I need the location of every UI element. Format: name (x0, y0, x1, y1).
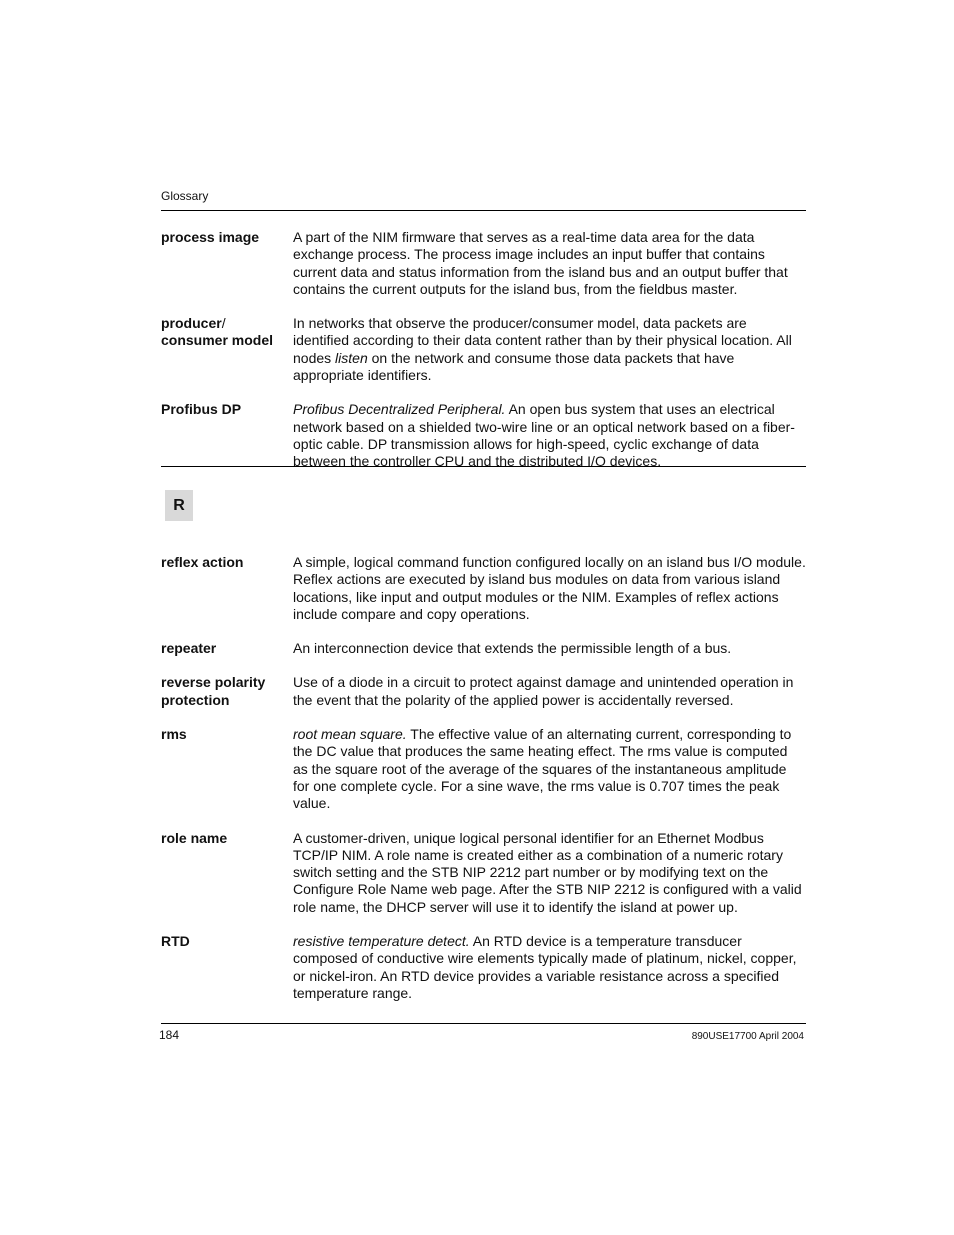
definition-expansion: Profibus Decentralized Peripheral. (293, 401, 506, 418)
entry-definition: A part of the NIM firmware that serves as a real-time data area for the data exchange process. The process image includes an input buffer that contains current data and status information from the island bus and an output buffer that contains the current outputs for the island bus, from the fieldbus master. (293, 229, 788, 297)
definition-emphasis: listen (335, 349, 368, 366)
entry-term (161, 674, 293, 709)
definition-text: An RTD device is a temperature transducer composed of conductive wire elements typically made of platinum, nickel, copper, or nickel-iron. An RTD device provides a variable resistance across a specified temperature range. (293, 933, 797, 1001)
entry-definition (293, 315, 806, 384)
page-number: 184 (159, 1028, 180, 1042)
document-id: 890USE17700 April 2004 (691, 1031, 804, 1042)
definition-text: on the network and consume those data packets that have appropriate identifiers. (293, 349, 735, 384)
section-letter-heading: R (165, 490, 193, 521)
term-line: protection (161, 691, 230, 708)
entry-definition (293, 726, 806, 812)
glossary-section-r (161, 554, 806, 1019)
term-line: consumer model (161, 332, 274, 349)
glossary-entry (161, 674, 806, 709)
glossary-entry (161, 229, 806, 298)
glossary-section-p (161, 229, 806, 488)
entry-definition: A simple, logical command function configured locally on an island bus I/O module. Reflex actions are executed by island bus modules on data from various island locations, like input and output modules or the NIM. Examples of reflex actions include compare and copy operations. (293, 554, 806, 622)
definition-text: In networks that observe the producer/consumer model, data packets are identified according to their data content rather than by their physical location. All nodes (293, 315, 792, 366)
glossary-entry (161, 554, 806, 623)
entry-term: Profibus DP (161, 401, 242, 418)
glossary-entry (161, 933, 806, 1002)
entry-term: process image (161, 229, 260, 245)
header-rule (161, 210, 806, 211)
entry-definition: An interconnection device that extends the permissible length of a bus. (293, 640, 732, 657)
term-slash: / (221, 315, 226, 332)
entry-term: role name (161, 829, 228, 846)
footer-rule (161, 1023, 806, 1024)
glossary-entry (161, 726, 806, 812)
glossary-entry (161, 401, 806, 470)
definition-text: The effective value of an alternating current, corresponding to the DC value that produces the same heating effect. The rms value is computed as the square root of the average of the squares of the instantaneous amplitude for one complete cycle. For a sine wave, the rms value is 0.707 times the peak value. (293, 726, 792, 812)
definition-expansion: resistive temperature detect. (293, 933, 470, 950)
entry-definition (293, 401, 806, 470)
running-header: Glossary (161, 189, 209, 203)
entry-definition: Use of a diode in a circuit to protect against damage and unintended operation in the event that the polarity of the applied power is accidentally reversed. (293, 674, 794, 708)
entry-term: RTD (161, 933, 190, 950)
entry-definition (293, 933, 806, 1002)
term-line: producer (161, 315, 222, 332)
entry-term: repeater (161, 640, 217, 657)
term-line: reverse polarity (161, 674, 266, 691)
glossary-entry (161, 640, 806, 657)
entry-term: rms (161, 726, 187, 743)
entry-term (161, 315, 293, 384)
section-divider (161, 466, 806, 467)
glossary-entry (161, 830, 806, 916)
entry-term: reflex action (161, 554, 244, 570)
definition-expansion: root mean square. (293, 726, 407, 743)
entry-definition: A customer-driven, unique logical personal identifier for an Ethernet Modbus TCP/IP NIM. A role name is created either as a combination of a numeric rotary switch setting and the STB NIP 2212 part number or by modifying text on the Configure Role Name web page. After the STB NIP 2212 is configured with a valid role name, the DHCP server will use it to identify the island at power up. (293, 829, 802, 915)
glossary-entry (161, 315, 806, 384)
definition-text: An open bus system that uses an electrical network based on a shielded two-wire line or an optical network based on a fiber-optic cable. DP transmission allows for high-speed, cyclic exchange of data between the controller CPU and the distributed I/O devices. (293, 401, 795, 470)
